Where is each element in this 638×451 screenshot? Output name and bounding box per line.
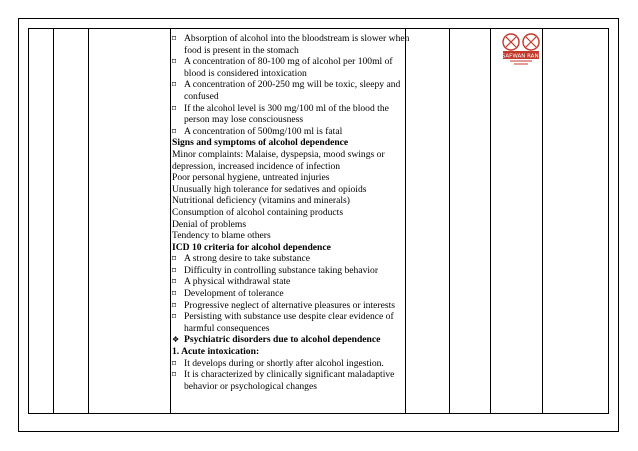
list-item: ⌑ It develops during or shortly after alcohol ingestion. xyxy=(172,357,384,369)
list-item: ⌑ A concentration of 200-250 mg will be toxic, sleepy and confused xyxy=(172,79,401,102)
list-item: ⌑ A concentration of 500mg/100 ml is fatal xyxy=(172,125,343,137)
text-line: Nutritional deficiency (vitamins and minerals) xyxy=(172,195,350,207)
column-divider xyxy=(490,29,491,413)
list-item: ⌑ A strong desire to take substance xyxy=(172,253,311,265)
bullet-icon: ⌑ xyxy=(172,265,177,275)
bullet-icon: ⌑ xyxy=(172,370,177,380)
logo-text: SAFWAN RANI xyxy=(501,53,541,60)
logo-emblem-icon xyxy=(500,31,542,69)
bullet-icon: ⌑ xyxy=(172,80,177,90)
column-divider xyxy=(170,29,171,413)
bullet-icon: ⌑ xyxy=(172,126,177,136)
bullet-icon: ⌑ xyxy=(172,57,177,67)
diamond-bullet-icon: ❖ xyxy=(172,335,180,345)
column-divider xyxy=(542,29,543,413)
text-line: Minor complaints: Malaise, dyspepsia, mood swings or xyxy=(172,148,385,160)
column-divider xyxy=(88,29,89,413)
text-line: Unusually high tolerance for sedatives and opioids xyxy=(172,183,367,195)
column-divider xyxy=(449,29,450,413)
text-line: depression, increased incidence of infection xyxy=(172,160,341,172)
section-heading-signs: Signs and symptoms of alcohol dependence xyxy=(172,137,349,149)
logo xyxy=(500,31,542,69)
list-item: ⌑ A concentration of 80-100 mg of alcohol per 100ml of blood is considered intoxication xyxy=(172,56,393,79)
section-heading-psychiatric: ❖ Psychiatric disorders due to alcohol dependence xyxy=(172,334,381,346)
bullet-icon: ⌑ xyxy=(172,358,177,368)
lesson-content xyxy=(172,33,410,392)
text-line: Poor personal hygiene, untreated injuries xyxy=(172,172,330,184)
list-item: ⌑ Difficulty in controlling substance taking behavior xyxy=(172,264,379,276)
list-item: ⌑ Absorption of alcohol into the bloodstream is slower when food is present in the stomach xyxy=(172,33,410,56)
text-line: Consumption of alcohol containing products xyxy=(172,206,344,218)
list-item: ⌑ Development of tolerance xyxy=(172,288,284,300)
list-item: ⌑ A physical withdrawal state xyxy=(172,276,291,288)
bullet-icon: ⌑ xyxy=(172,300,177,310)
bullet-icon: ⌑ xyxy=(172,34,177,43)
bullet-icon: ⌑ xyxy=(172,103,177,113)
subheading-acute-intoxication: 1. Acute intoxication: xyxy=(172,346,260,358)
section-heading-icd: ICD 10 criteria for alcohol dependence xyxy=(172,241,331,253)
list-item: ⌑ If the alcohol level is 300 mg/100 ml of the blood the person may lose consciousness xyxy=(172,102,389,126)
bullet-icon: ⌑ xyxy=(172,277,177,287)
list-item: ⌑ Persisting with substance use despite clear evidence of harmful consequences xyxy=(172,311,394,334)
bullet-icon: ⌑ xyxy=(172,289,177,299)
bullet-icon: ⌑ xyxy=(172,254,177,264)
column-divider xyxy=(53,29,54,413)
text-line: Tendency to blame others xyxy=(172,230,271,242)
list-item: ⌑ It is characterized by clinically significant maladaptive behavior or psychological changes xyxy=(172,369,395,392)
list-item: ⌑ Progressive neglect of alternative pleasures or interests xyxy=(172,299,395,311)
text-line: Denial of problems xyxy=(172,218,247,230)
bullet-icon: ⌑ xyxy=(172,312,177,322)
